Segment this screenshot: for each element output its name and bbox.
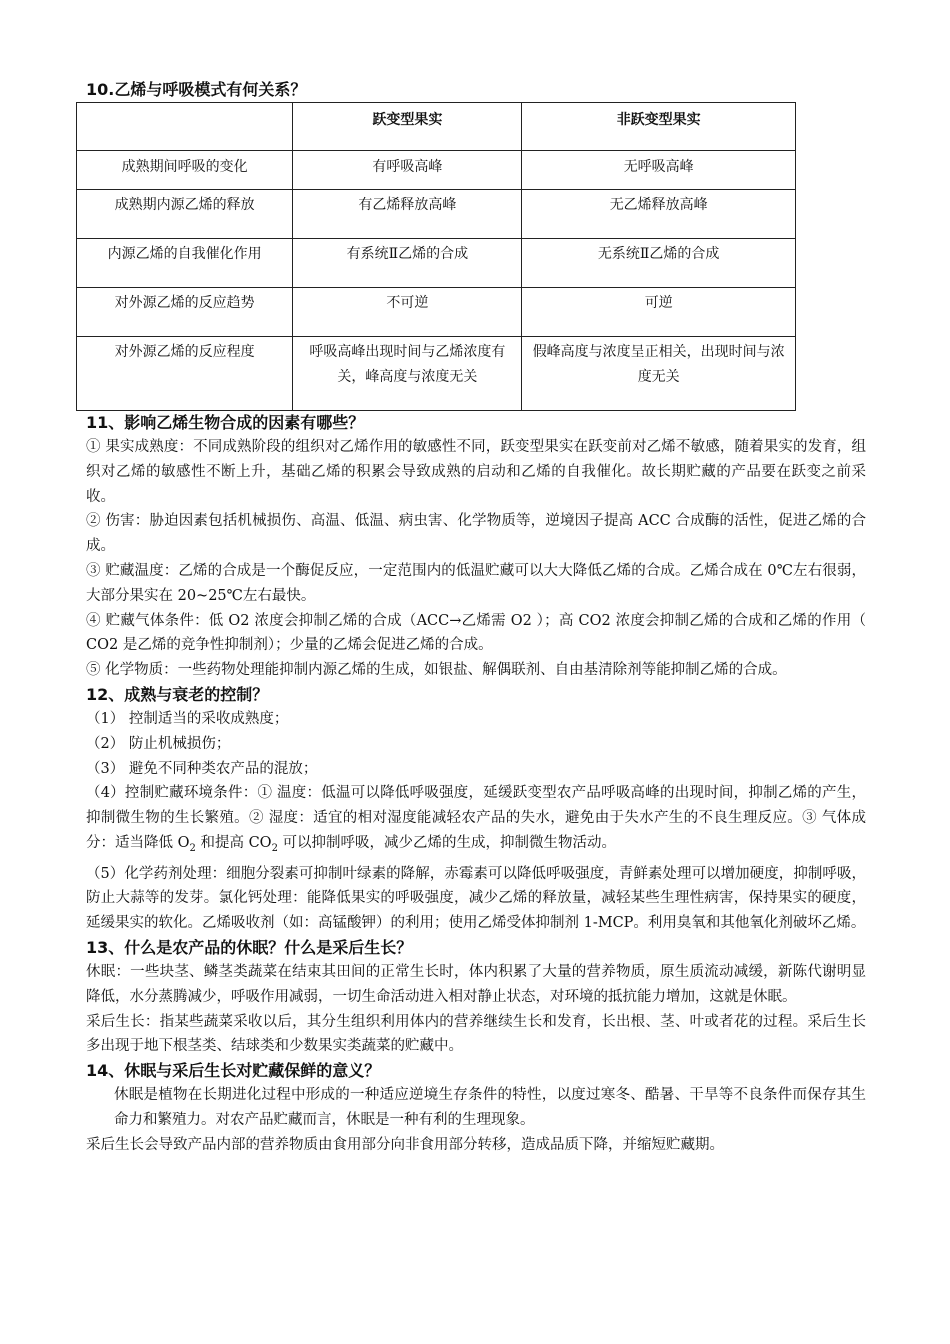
table-cell: 有系统Ⅱ乙烯的合成: [293, 239, 522, 288]
table-header-cell: 跃变型果实: [293, 103, 522, 151]
table-cell: 无呼吸高峰: [522, 151, 796, 190]
table-cell: 有呼吸高峰: [293, 151, 522, 190]
q12-text: （4）控制贮藏环境条件：① 温度：低温可以降低呼吸强度，延缓跃变型农产品呼吸高峰的出现时间，抑制乙烯的产生，抑制微生物的生长繁殖。② 湿度：适宜的相对湿度能减轻农产品的失水，避免由于失水产生的不良生理反应。③ 气体成分：适当降低 O: [86, 785, 866, 851]
subscript: 2: [189, 842, 196, 854]
table-header-row: [77, 103, 796, 151]
table-cell: 成熟期内源乙烯的释放: [77, 190, 293, 239]
table-cell: 内源乙烯的自我催化作用: [77, 239, 293, 288]
table-header-cell: 非跃变型果实: [522, 103, 796, 151]
q12-item: （2） 防止机械损伤；: [86, 735, 231, 752]
table-cell: 假峰高度与浓度呈正相关，出现时间与浓度无关: [522, 337, 796, 411]
table-cell: 不可逆: [293, 288, 522, 337]
q12-item: （3） 避免不同种类农产品的混放；: [86, 760, 318, 777]
q14-paragraph: 采后生长会导致产品内部的营养物质由食用部分向非食用部分转移，造成品质下降，并缩短贮藏期。: [86, 1136, 724, 1153]
table-header-cell: [77, 103, 293, 151]
q13-title: 13、什么是农产品的休眠？什么是采后生长？: [86, 938, 413, 958]
table-cell: 可逆: [522, 288, 796, 337]
table-cell: 对外源乙烯的反应程度: [77, 337, 293, 411]
table-row: [77, 239, 796, 288]
table-row: [77, 151, 796, 190]
document-page: [86, 78, 866, 1158]
q11-paragraph: ④ 贮藏气体条件：低 O2 浓度会抑制乙烯的合成（ACC→乙烯需 O2 ）；高 CO2 浓度会抑制乙烯的合成和乙烯的作用（ CO2 是乙烯的竞争性抑制剂）；少量的乙烯会促进乙烯的合成。: [86, 612, 866, 654]
q13-paragraph: 采后生长：指某些蔬菜采收以后，其分生组织利用体内的营养继续生长和发育，长出根、茎、叶或者花的过程。采后生长多出现于地下根茎类、结球类和少数果实类蔬菜的贮藏中。: [86, 1013, 866, 1055]
subscript: 2: [271, 842, 278, 854]
q11-title: 11、影响乙烯生物合成的因素有哪些？: [86, 413, 365, 432]
q10-title: 10.乙烯与呼吸模式有何关系？: [86, 80, 307, 99]
q12-title: 12、成熟与衰老的控制？: [86, 684, 269, 704]
table-cell: 呼吸高峰出现时间与乙烯浓度有关，峰高度与浓度无关: [293, 337, 522, 411]
table-cell: 无系统Ⅱ乙烯的合成: [522, 239, 796, 288]
table-cell: 有乙烯释放高峰: [293, 190, 522, 239]
table-cell: 成熟期间呼吸的变化: [77, 151, 293, 190]
table-row: [77, 190, 796, 239]
q14-title: 14、休眠与采后生长对贮藏保鲜的意义？: [86, 1061, 381, 1081]
q12-item: （1） 控制适当的采收成熟度；: [86, 710, 289, 727]
q11-paragraph: ⑤ 化学物质：一些药物处理能抑制内源乙烯的生成，如银盐、解偶联剂、自由基清除剂等能抑制乙烯的合成。: [86, 662, 787, 679]
table-row: [77, 337, 796, 411]
q13-paragraph: 休眠：一些块茎、鳞茎类蔬菜在结束其田间的正常生长时，体内积累了大量的营养物质，原生质流动减缓，新陈代谢明显降低，水分蒸腾减少，呼吸作用减弱，一切生命活动进入相对静止状态，对环境的抵抗能力增加，这就是休眠。: [86, 964, 866, 1005]
q11-paragraph: ③ 贮藏温度：乙烯的合成是一个酶促反应，一定范围内的低温贮藏可以大大降低乙烯的合成。乙烯合成在 0℃左右很弱，大部分果实在 20~25℃左右最快。: [86, 562, 866, 604]
q12-item: （5）化学药剂处理：细胞分裂素可抑制叶绿素的降解，赤霉素可以降低呼吸强度，青鲜素处理可以增加硬度，抑制呼吸，防止大蒜等的发芽。氯化钙处理：能降低果实的呼吸强度，减少乙烯的释放量，减轻某些生理性病害，保持果实的硬度，延缓果实的软化。乙烯吸收剂（如：高锰酸钾）的利用；使用乙烯受体抑制剂 1-MCP。利用臭氧和其他氧化剂破坏乙烯。: [86, 865, 866, 932]
table-cell: 对外源乙烯的反应趋势: [77, 288, 293, 337]
q12-text: 可以抑制呼吸，减少乙烯的生成，抑制微生物活动。: [277, 834, 617, 851]
q11-paragraph: ① 果实成熟度：不同成熟阶段的组织对乙烯作用的敏感性不同，跃变型果实在跃变前对乙烯不敏感，随着果实的发育，组织对乙烯的敏感性不断上升，基础乙烯的积累会导致成熟的启动和乙烯的自我催化。故长期贮藏的产品要在跃变之前采收。: [86, 439, 866, 505]
q12-text: 和提高 CO: [195, 834, 272, 851]
q12-item-env: [86, 781, 866, 861]
ethylene-respiration-table: [76, 102, 796, 411]
table-cell: 无乙烯释放高峰: [522, 190, 796, 239]
q14-paragraph: 休眠是植物在长期进化过程中形成的一种适应逆境生存条件的特性，以度过寒冬、酷暑、干旱等不良条件而保存其生命力和繁殖力。对农产品贮藏而言，休眠是一种有利的生理现象。: [114, 1087, 866, 1129]
table-row: [77, 288, 796, 337]
q11-paragraph: ② 伤害：胁迫因素包括机械损伤、高温、低温、病虫害、化学物质等，逆境因子提高 ACC 合成酶的活性，促进乙烯的合成。: [86, 513, 866, 555]
